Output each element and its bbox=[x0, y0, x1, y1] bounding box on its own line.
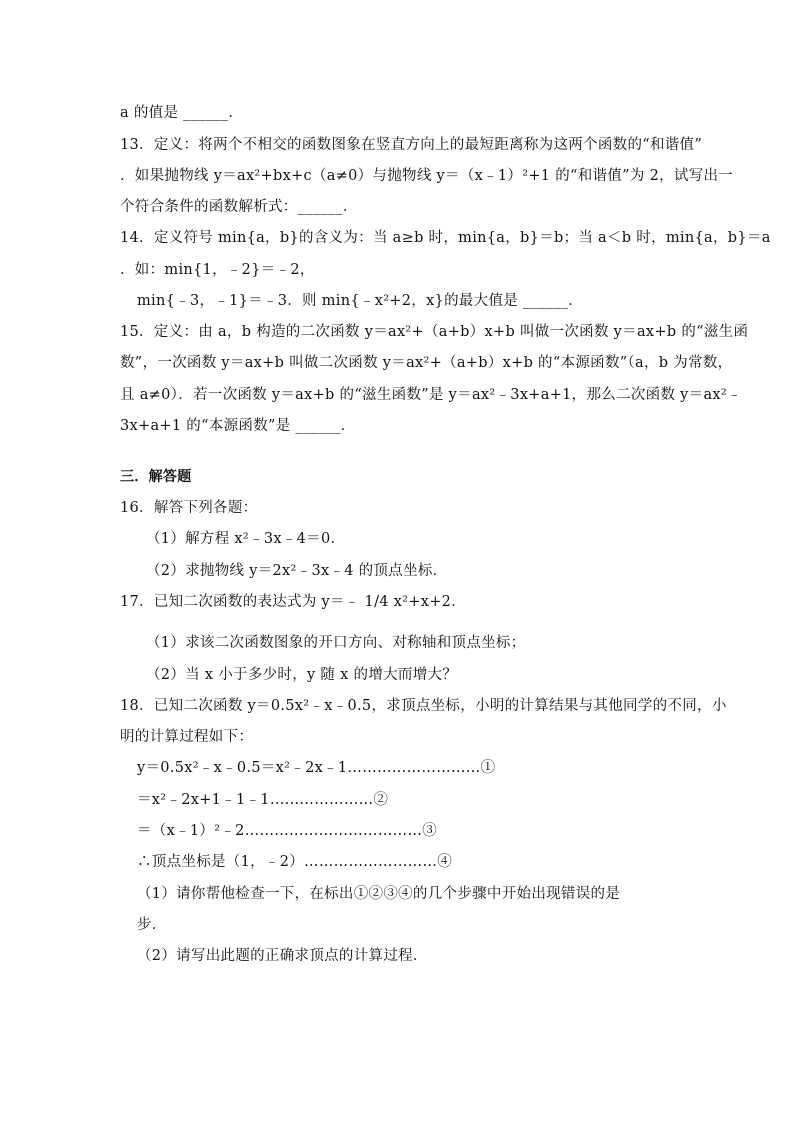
question-17-line: 17．已知二次函数的表达式为 y＝﹣ 1/4 x²+x+2． bbox=[120, 594, 466, 610]
question-15-line-3: 且 a≠0）．若一次函数 y＝ax+b 的“滋生函数”是 y＝ax²﹣3x+a+1，那么二次函数 y＝ax²﹣ bbox=[120, 387, 742, 403]
question-13-line-2: ．如果抛物线 y＝ax²+bx+c（a≠0）与抛物线 y＝（x﹣1）²+1 的“和谐值”为 2，试写出一 bbox=[120, 168, 734, 184]
section-heading: 三．解答题 bbox=[120, 469, 192, 485]
question-18-part-1: （1）请你帮他检查一下，在标出①②③④的几个步骤中开始出现错误的是 bbox=[137, 886, 621, 902]
question-17-part-1: （1）求该二次函数图象的开口方向、对称轴和顶点坐标； bbox=[146, 635, 526, 651]
question-18-line-2: 明的计算过程如下： bbox=[120, 729, 254, 745]
question-18-line-1: 18．已知二次函数 y＝0.5x²﹣x﹣0.5，求顶点坐标，小明的计算结果与其他同学的不同，小 bbox=[120, 698, 727, 714]
text-line: a 的值是 ______． bbox=[120, 105, 244, 121]
question-18-part-1-cont: 步． bbox=[137, 917, 167, 933]
question-16-part-2: （2）求抛物线 y＝2x²﹣3x﹣4 的顶点坐标． bbox=[146, 563, 448, 579]
work-step-4: ∴顶点坐标是（1，﹣2）………………………④ bbox=[137, 854, 453, 870]
work-step-3: ＝（x﹣1）²﹣2………………………………③ bbox=[137, 823, 438, 839]
question-16-part-1: （1）解方程 x²﹣3x﹣4＝0． bbox=[146, 531, 346, 547]
question-14-line-3: min{﹣3，﹣1}＝﹣3．则 min{﹣x²+2，x}的最大值是 ______． bbox=[137, 293, 584, 309]
question-16-line: 16．解答下列各题： bbox=[120, 500, 258, 516]
question-15-line-1: 15．定义：由 a，b 构造的二次函数 y＝ax²+（a+b）x+b 叫做一次函数 y＝ax+b 的“滋生函 bbox=[120, 324, 749, 340]
question-14-line-1: 14．定义符号 min{a，b}的含义为：当 a≥b 时，min{a，b}＝b；当 a＜b 时，min{a，b}＝a bbox=[120, 230, 771, 246]
question-15-line-2: 数”，一次函数 y＝ax+b 叫做二次函数 y＝ax²+（a+b）x+b 的“本源函数”（a，b 为常数， bbox=[120, 355, 733, 371]
question-15-line-4: 3x+a+1 的“本源函数”是 ______． bbox=[120, 418, 356, 434]
question-14-line-2: ．如：min{1，﹣2}＝﹣2， bbox=[120, 262, 315, 278]
question-13-line-3: 个符合条件的函数解析式：______． bbox=[120, 199, 358, 215]
work-step-1: y＝0.5x²﹣x﹣0.5＝x²﹣2x﹣1………………………① bbox=[137, 760, 496, 776]
question-13-line-1: 13．定义：将两个不相交的函数图象在竖直方向上的最短距离称为这两个函数的“和谐值” bbox=[120, 137, 703, 153]
question-18-part-2: （2）请写出此题的正确求顶点的计算过程． bbox=[137, 948, 428, 964]
work-step-2: ＝x²﹣2x+1﹣1﹣1…………………② bbox=[137, 792, 389, 808]
question-17-part-2: （2）当 x 小于多少时，y 随 x 的增大而增大？ bbox=[146, 667, 458, 683]
